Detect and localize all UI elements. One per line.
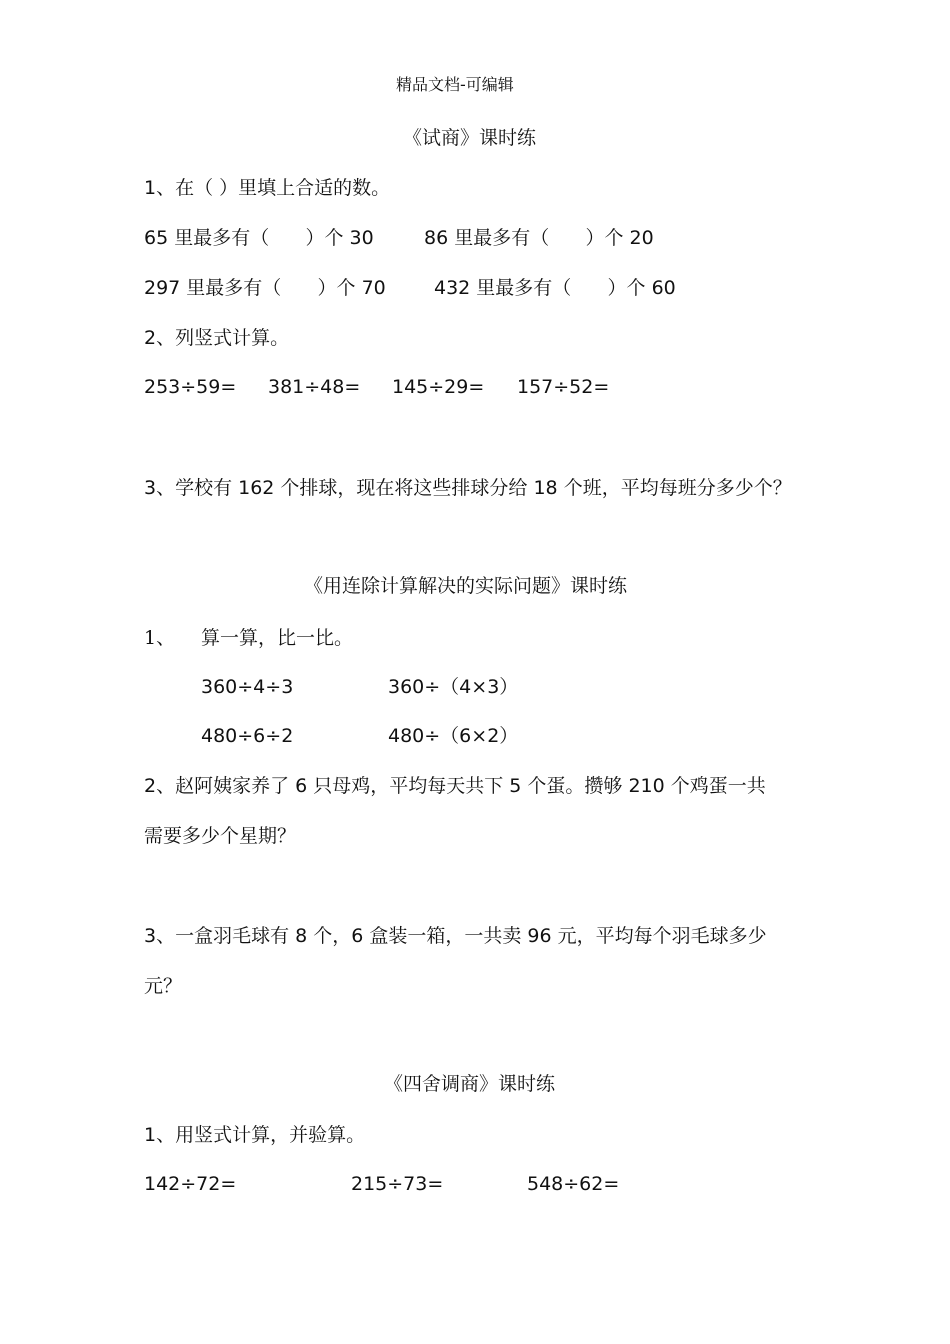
- expression-item: 360÷4÷3: [201, 676, 294, 698]
- question-3-badminton-line1: 3、一盒羽毛球有 8 个，6 盒装一箱，一共卖 96 元，平均每个羽毛球多少: [144, 925, 767, 947]
- section-title-rounding-quotient: 《四舍调商》课时练: [384, 1073, 556, 1095]
- question-1-item-c: 297 里最多有（ ）个 70: [144, 277, 386, 299]
- section-title-trial-quotient: 《试商》课时练: [403, 127, 537, 149]
- division-item: 145÷29=: [392, 376, 485, 398]
- question-1-item-b: 86 里最多有（ ）个 20: [424, 227, 654, 249]
- question-1-instruction: 1、在（ ）里填上合适的数。: [144, 177, 391, 199]
- question-2-eggs-line2: 需要多少个星期？: [144, 825, 297, 847]
- question-3-badminton-line2: 元？: [144, 975, 183, 997]
- division-item: 381÷48=: [268, 376, 361, 398]
- question-2-eggs-line1: 2、赵阿姨家养了 6 只母鸡，平均每天共下 5 个蛋。攒够 210 个鸡蛋一共: [144, 775, 766, 797]
- division-item: 548÷62=: [527, 1173, 620, 1195]
- division-item: 157÷52=: [517, 376, 610, 398]
- question-1-number: 1、: [144, 627, 176, 649]
- expression-item: 360÷（4×3）: [388, 676, 519, 698]
- question-1-item-a: 65 里最多有（ ）个 30: [144, 227, 374, 249]
- question-2-instruction: 2、列竖式计算。: [144, 327, 290, 349]
- question-3-volleyball: 3、学校有 162 个排球，现在将这些排球分给 18 个班，平均每班分多少个？: [144, 477, 792, 499]
- question-1-instruction: 1、用竖式计算，并验算。: [144, 1124, 366, 1146]
- question-1-instruction: 算一算，比一比。: [201, 627, 354, 649]
- division-item: 215÷73=: [351, 1173, 444, 1195]
- document-header: 精品文档-可编辑: [396, 75, 514, 94]
- division-item: 253÷59=: [144, 376, 237, 398]
- section-title-consecutive-division: 《用连除计算解决的实际问题》课时练: [304, 575, 628, 597]
- question-1-item-d: 432 里最多有（ ）个 60: [434, 277, 676, 299]
- expression-item: 480÷6÷2: [201, 725, 294, 747]
- expression-item: 480÷（6×2）: [388, 725, 519, 747]
- division-item: 142÷72=: [144, 1173, 237, 1195]
